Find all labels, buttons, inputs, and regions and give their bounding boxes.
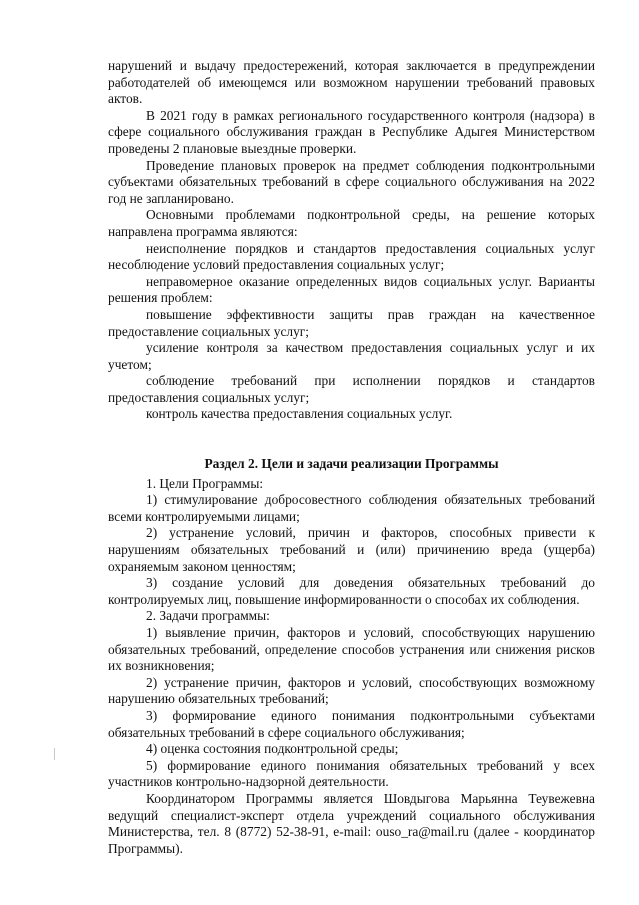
paragraph-coordinator: Координатором Программы является Шовдыгова Марьянна Теувежевна ведущий специалист-эксперт отдела учреждений социального обслуживания Министерства, тел. 8 (8772) 52-38-91, e-mail: ouso_ra@mail.ru (далее - координатор Программы). <box>108 790 595 856</box>
paragraph-continuation: нарушений и выдачу предостережений, которая заключается в предупреждении работодателей об имеющемся или возможном нарушении требований правовых актов. <box>108 58 595 107</box>
list-item-task-2: 2) устранение причин, факторов и условий, способствующих возможному нарушению обязательных требований; <box>108 674 595 707</box>
list-item-task-5: 5) формирование единого понимания обязательных требований у всех участников контрольно-надзорной деятельности. <box>108 757 595 790</box>
section-spacer <box>108 423 595 456</box>
scan-mark <box>54 748 55 760</box>
paragraph-tasks-title: 2. Задачи программы: <box>146 608 270 624</box>
list-item-task-3: 3) формирование единого понимания подконтрольными субъектами обязательных требований в сфере социального обслуживания; <box>108 707 595 740</box>
list-item-goal-1: 1) стимулирование добросовестного соблюдения обязательных требований всеми контролируемыми лицами; <box>108 492 595 524</box>
list-item-solution-3: соблюдение требований при исполнении порядков и стандартов предоставления социальных услуг; <box>108 373 595 405</box>
list-item-solution-4: контроль качества предоставления социальных услуг. <box>146 406 453 422</box>
list-item-problem-1: неисполнение порядков и стандартов предоставления социальных услуг несоблюдение условий предоставления социальных услуг; <box>108 240 595 273</box>
paragraph-main-problems: Основными проблемами подконтрольной среды, на решение которых направлена программа являются: <box>108 207 595 239</box>
list-item-task-1: 1) выявление причин, факторов и условий, способствующих нарушению обязательных требований, определение способов устранения или снижения рисков их возникновения; <box>108 625 595 674</box>
paragraph-inspections-2021: В 2021 году в рамках регионального государственного контроля (надзора) в сфере социального обслуживания граждан в Республике Адыгея Министерством проведены 2 плановые выездные проверки. <box>108 107 595 156</box>
list-item-goal-3: 3) создание условий для доведения обязательных требований до контролируемых лиц, повышение информированности о способах их соблюдения. <box>108 575 595 607</box>
list-item-solution-1: повышение эффективности защиты прав граждан на качественное предоставление социальных услуг; <box>108 306 595 339</box>
section-heading: Раздел 2. Цели и задачи реализации Программы <box>204 456 499 472</box>
list-item-problem-2: неправомерное оказание определенных видов социальных услуг. Варианты решения проблем: <box>108 273 595 306</box>
list-item-goal-2: 2) устранение условий, причин и факторов, способных привести к нарушениям обязательных требований и (или) причинению вреда (ущерба) охраняемым законом ценностям; <box>108 525 595 574</box>
paragraph-inspections-2022: Проведение плановых проверок на предмет соблюдения подконтрольными субъектами обязательных требований в сфере социального обслуживания на 2022 год не запланировано. <box>108 157 595 206</box>
list-item-solution-2: усиление контроля за качеством предоставления социальных услуг и их учетом; <box>108 340 595 372</box>
list-item-task-4: 4) оценка состояния подконтрольной среды; <box>146 741 399 757</box>
paragraph-goals-title: 1. Цели Программы: <box>146 475 264 491</box>
document-body <box>108 58 595 857</box>
